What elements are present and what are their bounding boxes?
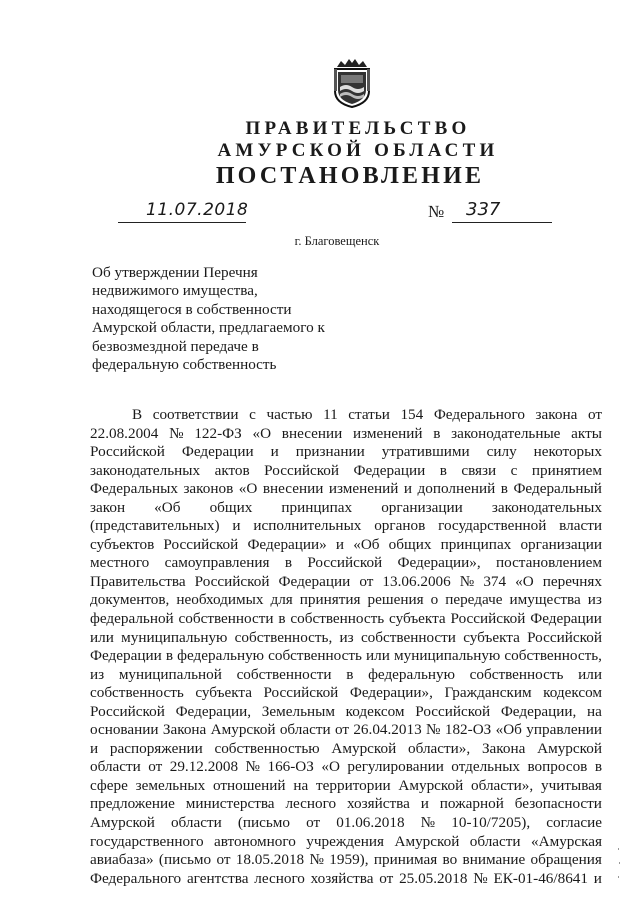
body-word: государственной (438, 517, 547, 535)
body-word: учитывая (541, 776, 602, 794)
document-number: 337 (466, 199, 501, 220)
body-word: «О (321, 758, 340, 776)
body-word: принципах (440, 535, 512, 553)
body-line (90, 777, 602, 796)
document-type-title: ПОСТАНОВЛЕНИЕ (215, 163, 485, 189)
body-word: Федерации, (500, 702, 577, 720)
body-word: от (379, 869, 394, 887)
body-word: муниципальной (118, 665, 222, 683)
body-word: принципах (281, 498, 353, 516)
body-word: предложение (90, 795, 175, 813)
body-word: принятия (299, 591, 361, 609)
body-word: Российской (264, 461, 340, 479)
body-word: В (132, 406, 143, 423)
body-word: Федеральных (90, 480, 178, 498)
body-word: и (335, 535, 345, 553)
body-word: Федерального (433, 406, 525, 423)
body-line (90, 851, 602, 870)
body-line (90, 684, 602, 703)
body-word: от (587, 406, 602, 423)
body-word: в (278, 610, 286, 628)
body-word: передаче (445, 591, 503, 609)
body-word: территории (316, 776, 391, 794)
body-word: признании (295, 443, 365, 461)
body-word: Амурской (398, 776, 464, 794)
body-word: общих (209, 498, 253, 516)
subject-line: недвижимого имущества, (92, 282, 258, 300)
body-line (90, 573, 602, 592)
body-word: и (90, 739, 99, 757)
body-word: 182-ОЗ (444, 721, 492, 739)
body-line (90, 517, 602, 536)
body-word: Амурской (210, 721, 276, 739)
body-word: связи (461, 461, 497, 479)
body-word: законодательные (451, 424, 561, 442)
body-word: (представительных) (90, 517, 220, 535)
body-word: в (284, 554, 292, 572)
body-word: Федерации (530, 610, 602, 628)
body-word: из (90, 665, 105, 683)
body-word: Федерации (278, 572, 351, 590)
body-word: субъекта (195, 684, 252, 702)
body-word: № (309, 851, 324, 869)
body-word: собственность (469, 665, 564, 683)
body-word: № (473, 869, 488, 887)
body-line (90, 740, 602, 759)
body-word: Федерации (181, 443, 254, 461)
body-word: закон (90, 498, 126, 516)
body-word: собственность, (234, 628, 333, 646)
body-word: от (306, 814, 321, 832)
body-word: 01.06.2018 (336, 814, 405, 832)
body-word: Российской (163, 535, 239, 553)
body-word: Российской (90, 443, 165, 461)
body-word: «О (252, 424, 272, 442)
body-word: 13.06.2006 (382, 572, 451, 590)
body-word: № (459, 572, 475, 590)
body-line (90, 666, 602, 685)
body-word: вопросов (527, 758, 588, 776)
body-line (90, 758, 602, 777)
body-word: федеральную (368, 665, 455, 683)
body-word: (письмо (158, 851, 212, 869)
body-word: утратившими (381, 443, 470, 461)
body-word: постановлением (495, 554, 602, 572)
body-word: от (359, 572, 374, 590)
body-word: Амурской (90, 814, 155, 832)
body-word: Федеральный (513, 480, 602, 498)
body-line (90, 443, 602, 462)
body-word: 122-ФЗ (194, 424, 242, 442)
body-word: хозяйства (310, 869, 374, 887)
body-word: изменений (353, 424, 423, 442)
coat-of-arms-icon (331, 57, 373, 109)
body-word: перечнях (542, 572, 602, 590)
body-word: от (148, 758, 163, 776)
body-word: и (403, 480, 413, 498)
body-word: Амурской (331, 739, 397, 757)
body-word: общих (388, 535, 432, 553)
document-date: 11.07.2018 (146, 200, 249, 220)
body-word: 154 (400, 406, 424, 423)
body-word: из (587, 591, 602, 609)
body-word: во (442, 851, 458, 869)
body-word: в (500, 480, 508, 498)
body-line (90, 499, 602, 518)
body-word: законодательных (491, 498, 602, 516)
body-word: и (593, 869, 602, 887)
body-word: внесении (262, 480, 324, 498)
body-word: государственного (90, 832, 204, 850)
body-word: документов, (90, 591, 170, 609)
body-word: 26.04.2013 (353, 721, 422, 739)
body-word: от (334, 721, 349, 739)
body-word: Российской (527, 628, 602, 646)
body-word: № (426, 721, 441, 739)
body-word: и (270, 443, 279, 461)
body-word: субъекта (389, 610, 446, 628)
body-word: министерства (185, 795, 275, 813)
body-word: регулировании (347, 758, 444, 776)
body-word: 18.05.2018 (235, 851, 305, 869)
scan-artifact (619, 862, 620, 864)
city-name: г. Благовещенск (294, 234, 380, 248)
subject-line: Об утверждении Перечня (92, 264, 258, 281)
body-word: области», (408, 739, 471, 757)
body-word: Российской (90, 702, 165, 720)
body-word: 11 (323, 406, 338, 423)
body-word: органов (374, 517, 426, 535)
body-word: соответствии (152, 406, 239, 423)
body-word: законодательных (90, 461, 201, 479)
body-line (90, 610, 602, 629)
body-word: кодексом (345, 702, 405, 720)
body-word: частью (266, 406, 313, 423)
body-word: собственностью (214, 739, 320, 757)
body-word: Федерации», (349, 684, 433, 702)
body-word: области (90, 758, 141, 776)
body-word: Российской (415, 702, 491, 720)
body-word: некоторых (533, 443, 602, 461)
body-word: учреждения (306, 832, 385, 850)
body-word: муниципальную (121, 628, 228, 646)
body-word: лесного (254, 869, 305, 887)
body-word: или (578, 665, 602, 683)
body-word: Правительства (90, 572, 186, 590)
body-word: законов (183, 480, 234, 498)
body-word: основании (90, 721, 159, 739)
body-word: сфере (90, 776, 128, 794)
body-word: в (165, 647, 174, 665)
body-word: лесного (285, 795, 337, 813)
body-word: собственности (178, 610, 274, 628)
body-word: 166-ОЗ (267, 758, 314, 776)
body-word: Российской (307, 554, 383, 572)
body-word: имущества (509, 591, 581, 609)
subject-line: Амурской области, предлагаемого к (92, 319, 325, 337)
body-word: решения (367, 591, 424, 609)
body-word: 25.05.2018 (399, 869, 468, 887)
body-word: Федерации», (397, 554, 481, 572)
subject-line: безвозмездной передаче в (92, 337, 259, 355)
body-line (90, 833, 602, 852)
body-word: необходимых (176, 591, 264, 609)
body-word: «О (515, 572, 534, 590)
body-word: актов (214, 461, 250, 479)
body-word: Закона (162, 721, 207, 739)
body-line (90, 480, 602, 499)
body-word: внесении (281, 424, 343, 442)
body-word: с (249, 406, 256, 423)
body-word: Федерации (90, 647, 162, 665)
body-word: из (339, 628, 354, 646)
number-label: № (428, 202, 445, 221)
body-line (90, 814, 602, 833)
body-word: 10-10/7205), (451, 814, 531, 832)
body-line (90, 425, 602, 444)
body-word: или (366, 647, 390, 665)
body-word: распоряжении (109, 739, 203, 757)
body-word: от (216, 851, 231, 869)
body-word: Российской (194, 572, 270, 590)
body-word: в (594, 758, 602, 776)
region-title: АМУРСКОЙ ОБЛАСТИ (217, 140, 499, 161)
body-word: организации (520, 535, 602, 553)
body-word: Амурской (394, 832, 460, 850)
body-word: на (587, 702, 602, 720)
body-word: 1959), (329, 851, 369, 869)
body-word: управлении (526, 721, 602, 739)
body-word: № (245, 758, 261, 776)
body-word: (письмо (237, 814, 290, 832)
body-word: № (169, 424, 184, 442)
body-word: в (346, 665, 354, 683)
body-word: Российской (450, 610, 526, 628)
body-word: 374 (483, 572, 507, 590)
body-word: закона (535, 406, 578, 423)
body-word: «Об (154, 498, 181, 516)
body-word: организации (381, 498, 463, 516)
subject-line: находящегося в собственности (92, 300, 292, 318)
body-line (90, 721, 602, 740)
body-word: отношений (212, 776, 286, 794)
body-line (90, 870, 602, 889)
body-word: местного (90, 554, 150, 572)
body-word: в (433, 424, 441, 442)
scan-artifact (618, 876, 619, 878)
body-word: или (90, 628, 114, 646)
body-line (90, 647, 602, 666)
body-word: авиабаза» (90, 851, 154, 869)
body-word: изменений (328, 480, 399, 498)
body-word: силу (486, 443, 517, 461)
body-word: Федерального (90, 869, 182, 887)
body-line (90, 703, 602, 722)
body-word: области (170, 814, 222, 832)
body-word: собственность (90, 684, 184, 702)
body-word: пожарной (439, 795, 504, 813)
body-word: дополнений (417, 480, 496, 498)
body-line (90, 462, 602, 481)
body-word: обращения (530, 851, 602, 869)
body-word: власти (559, 517, 602, 535)
document-body (90, 406, 602, 888)
body-line (90, 795, 602, 814)
body-word: федеральной (90, 610, 174, 628)
body-word: акты (571, 424, 602, 442)
body-word: федеральную (177, 647, 265, 665)
body-word: агентства (186, 869, 249, 887)
body-word: «Об (353, 535, 380, 553)
body-word: на (293, 776, 309, 794)
body-word: статьи (348, 406, 390, 423)
body-word: принятием (531, 461, 602, 479)
body-word: субъектов (90, 535, 155, 553)
body-word: области (279, 721, 331, 739)
body-word: принимая (373, 851, 438, 869)
body-word: и (420, 795, 429, 813)
body-word: субъекта (463, 628, 520, 646)
body-word: муниципальную (393, 647, 501, 665)
body-word: № (420, 814, 436, 832)
body-word: 22.08.2004 (90, 424, 159, 442)
body-word: о (430, 591, 439, 609)
body-word: безопасности (514, 795, 602, 813)
body-word: внимание (462, 851, 526, 869)
body-line (90, 536, 602, 555)
body-word: Закона (481, 739, 526, 757)
body-word: земельных (135, 776, 206, 794)
body-word: собственности (360, 628, 456, 646)
body-word: самоуправления (164, 554, 270, 572)
body-word: в (439, 461, 447, 479)
body-word: 29.12.2008 (169, 758, 239, 776)
government-title: ПРАВИТЕЛЬСТВО (245, 118, 471, 139)
body-word: собственность, (504, 647, 602, 665)
body-word: «Об (495, 721, 522, 739)
body-word: ЕК-01-46/8641 (493, 869, 588, 887)
body-word: исполнительных (253, 517, 362, 535)
body-word: и (232, 517, 241, 535)
body-word: собственность (268, 647, 362, 665)
body-word: Федерации (353, 461, 426, 479)
body-word: для (270, 591, 293, 609)
body-line (90, 406, 602, 425)
body-word: собственность (290, 610, 385, 628)
subject-line: федеральную собственность (92, 356, 277, 374)
body-word: Земельным (261, 702, 335, 720)
body-word: с (510, 461, 518, 479)
body-line (90, 591, 602, 610)
body-word: области (469, 832, 521, 850)
body-word: Гражданским (444, 684, 532, 702)
body-word: Российской (263, 684, 339, 702)
body-word: собственности (236, 665, 332, 683)
body-word: области», (471, 776, 534, 794)
body-word: отдельных (451, 758, 521, 776)
body-word: автономного (214, 832, 296, 850)
body-word: Федерации» (247, 535, 327, 553)
body-word: согласие (546, 814, 602, 832)
body-word: «О (238, 480, 258, 498)
body-word: «Амурская (531, 832, 602, 850)
body-word: Федерации, (175, 702, 252, 720)
body-line (90, 629, 602, 648)
body-word: хозяйства (347, 795, 410, 813)
scan-artifact (618, 848, 619, 850)
body-line (90, 554, 602, 573)
body-word: Амурской (537, 739, 602, 757)
body-word: кодексом (543, 684, 602, 702)
document-subject (92, 264, 392, 374)
